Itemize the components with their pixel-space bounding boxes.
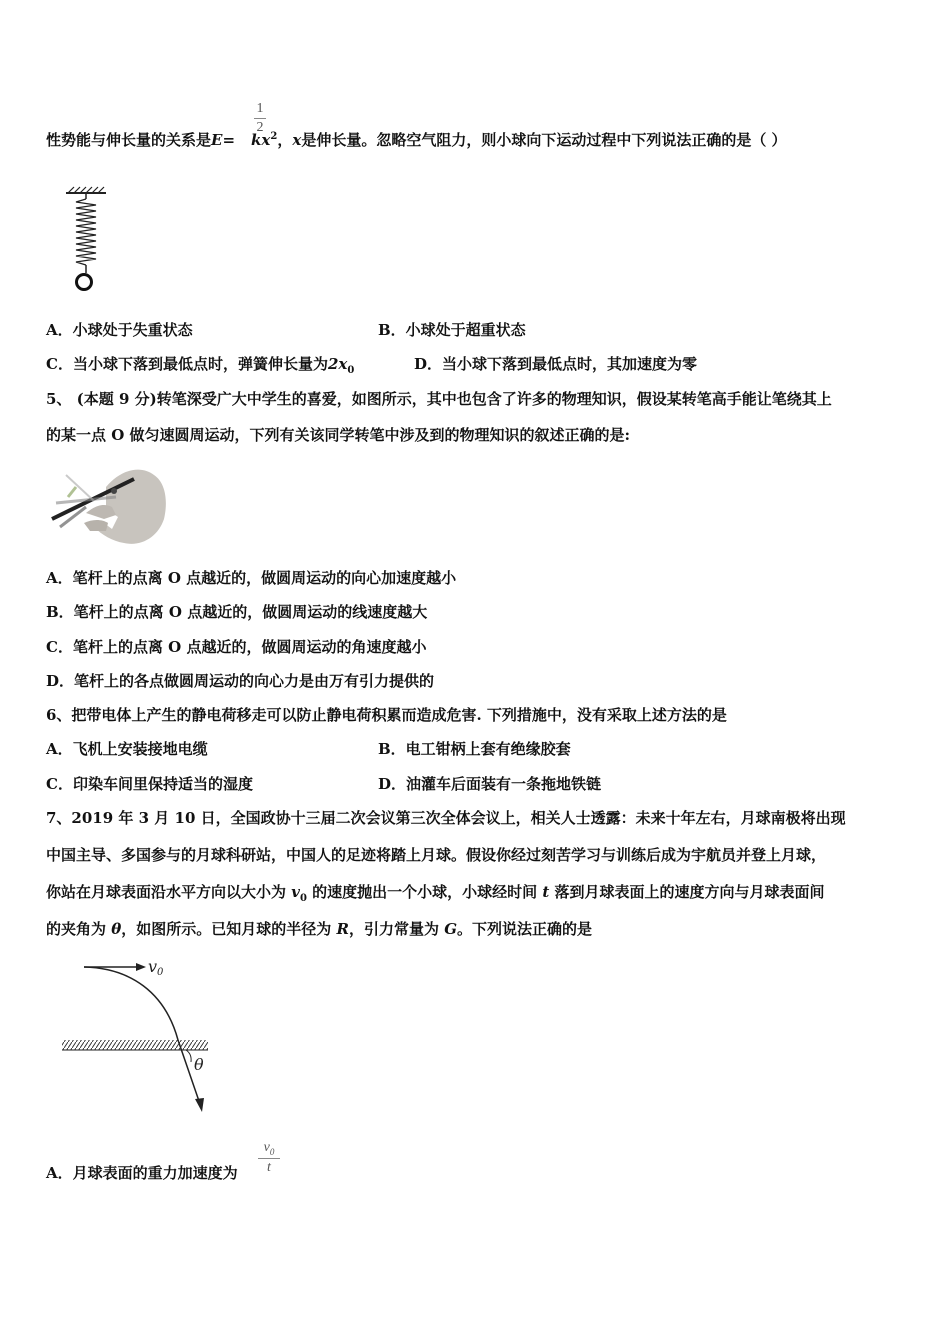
q4-stem-prefix: 性势能与伸长量的关系是: [46, 131, 212, 149]
q7-line3-part1: 你站在月球表面沿水平方向以大小为: [46, 883, 292, 901]
kx-symbol: kx: [251, 131, 271, 149]
q6-stem: 6、把带电体上产生的静电荷移走可以防止静电荷积累而造成危害. 下列措施中，没有采取上述方法的是: [46, 706, 727, 724]
q4-option-d: D．当小球下落到最低点时，其加速度为零: [414, 355, 698, 373]
fraction-numerator: 1: [256, 101, 264, 116]
q7-line3-part2: 的速度抛出一个小球，小球经时间: [306, 883, 543, 901]
one-half-fraction: [254, 101, 266, 136]
q6-option-a: A．飞机上安装接地电缆: [46, 740, 208, 758]
q5-option-d: D．笔杆上的各点做圆周运动的向心力是由万有引力提供的: [46, 672, 435, 690]
v0-over-t-fraction: [258, 1140, 280, 1176]
fraction-denominator: 2: [256, 120, 264, 135]
pen-spinning-photo: [46, 457, 168, 549]
q4-option-b: B．小球处于超重状态: [378, 321, 526, 339]
q4-option-c: [46, 354, 354, 381]
q7-line4-part1: 的夹角为: [46, 920, 112, 938]
q4-stem-line: 性势能与伸长量的关系是$E= kx^2$，x是伸长量。忽略空气阻力，则小球向下运动过程中下列说法正确的是（ ）: [46, 131, 787, 149]
q7-stem-line1: 7、2019 年 3 月 10 日，全国政协十三届二次会议第三次全体会议上，相关人士透露：未来十年左右，月球南极将出现: [46, 809, 846, 827]
q4-option-c-value: 2x: [327, 355, 348, 373]
q7-line4-part2: ，如图所示。已知月球的半径为: [121, 920, 337, 938]
g-symbol: G: [444, 920, 457, 938]
q4-option-c-subscript: 0: [347, 365, 355, 376]
q7-stem-line4: [46, 919, 592, 939]
fraction-v: v: [263, 1140, 270, 1155]
q6-option-b: B．电工钳柄上套有绝缘胶套: [378, 740, 571, 758]
v0-subscript: 0: [299, 893, 307, 904]
theta-symbol: θ: [111, 920, 122, 938]
x-symbol: x: [292, 131, 302, 149]
spring-ball-figure: [60, 185, 120, 295]
square-superscript: 2: [270, 131, 278, 142]
q7-line3-part3: 落到月球表面上的速度方向与月球表面间: [549, 883, 825, 901]
q4-option-c-text: C．当小球下落到最低点时，弹簧伸长量为: [46, 355, 328, 373]
q7-line4-part4: 。下列说法正确的是: [457, 920, 593, 938]
q5-stem-line2: 的某一点 O 做匀速圆周运动，下列有关该同学转笔中涉及到的物理知识的叙述正确的是:: [46, 426, 631, 444]
q5-option-b: B．笔杆上的点离 O 点越近的，做圆周运动的线速度越大: [46, 603, 428, 621]
v0-symbol: v: [291, 883, 300, 901]
fraction-v-subscript: 0: [269, 1146, 275, 1157]
q7-stem-line3: [46, 882, 825, 909]
projectile-figure: [60, 952, 240, 1122]
q5-stem-line1: 5、 (本题 9 分)转笔深受广大中学生的喜爱，如图所示，其中也包含了许多的物理知识，假设某转笔高手能让笔绕其上: [46, 390, 832, 408]
t-symbol: t: [542, 883, 550, 901]
q5-option-a: A．笔杆上的点离 O 点越近的，做圆周运动的向心加速度越小: [46, 569, 457, 587]
q7-option-a: A．月球表面的重力加速度为: [46, 1164, 238, 1182]
q7-stem-line2: 中国主导、多国参与的月球科研站，中国人的足迹将踏上月球。假设你经过刻苦学习与训练后成为宇航员并登上月球，: [46, 846, 827, 864]
figure-v0-label: v0: [148, 957, 164, 978]
q7-line4-part3: ，引力常量为: [348, 920, 445, 938]
r-symbol: R: [336, 920, 349, 938]
q6-option-d: D．油灌车后面装有一条拖地铁链: [378, 775, 602, 793]
energy-symbol: E=: [211, 131, 236, 149]
figure-theta-label: θ: [194, 1055, 204, 1074]
q6-option-c: C．印染车间里保持适当的湿度: [46, 775, 253, 793]
fraction-t: t: [267, 1159, 271, 1175]
q4-option-a: A．小球处于失重状态: [46, 321, 193, 339]
q5-option-c: C．笔杆上的点离 O 点越近的，做圆周运动的角速度越小: [46, 638, 427, 656]
q4-stem-suffix: 是伸长量。忽略空气阻力，则小球向下运动过程中下列说法正确的是（ ）: [301, 131, 787, 149]
